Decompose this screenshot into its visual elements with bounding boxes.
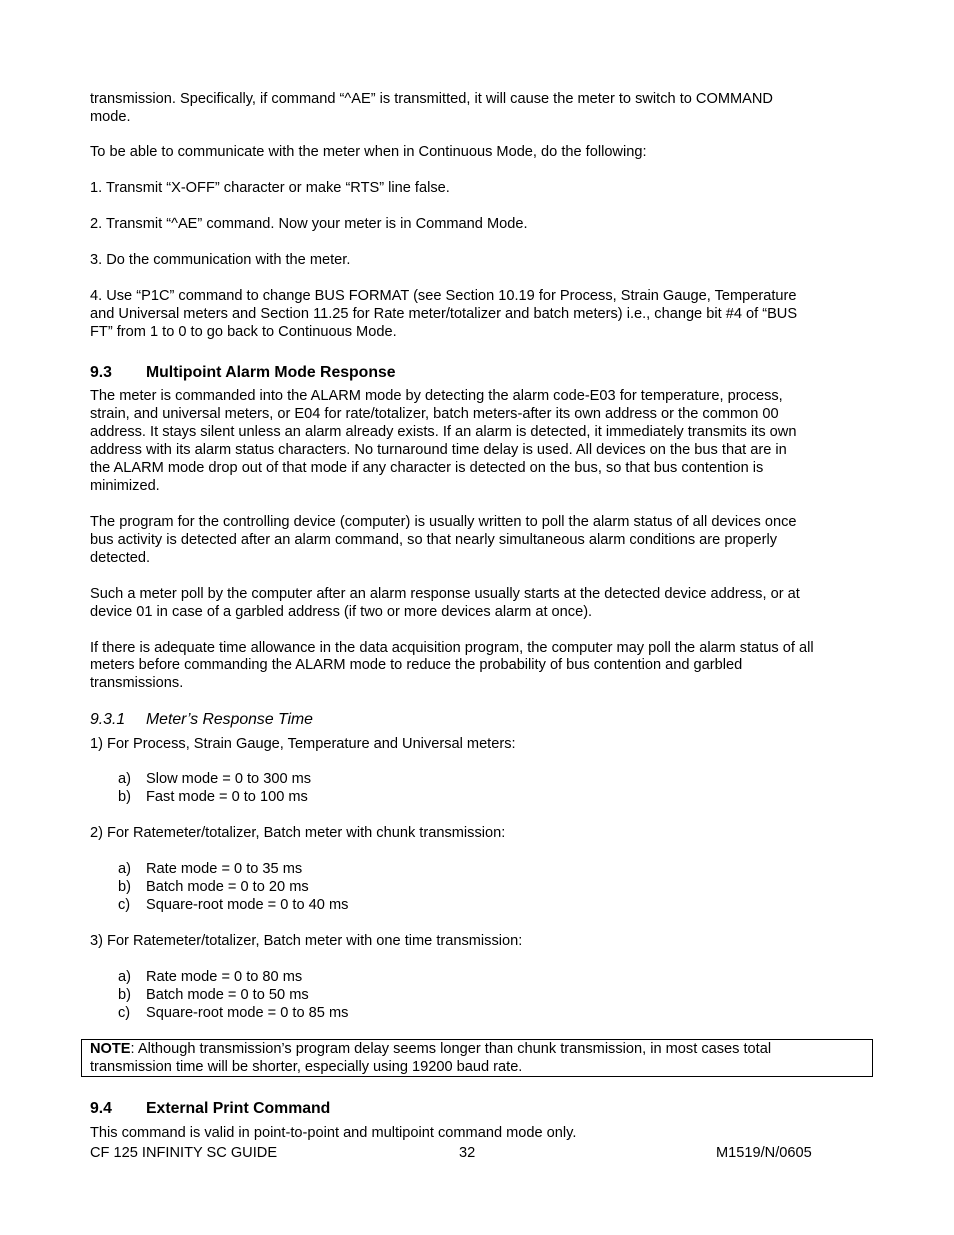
body-line: To be able to communicate with the meter when in Continuous Mode, do the following:	[90, 144, 647, 160]
list-item-text: Fast mode = 0 to 100 ms	[146, 789, 308, 805]
body-line: address with its alarm status characters. No turnaround time delay is used. All devices on the bus that are in	[90, 442, 787, 458]
list-item-label: a)	[118, 861, 131, 877]
body-line: transmission. Specifically, if command “^AE” is transmitted, it will cause the meter to switch to COMMAND	[90, 91, 773, 107]
section-number: 9.4	[90, 1100, 112, 1117]
document-code: M1519/N/0605	[716, 1145, 812, 1161]
body-line: address. It stays silent unless an alarm already exists. If an alarm is detected, it immediately transmits its own	[90, 424, 797, 440]
list-item-text: Rate mode = 0 to 80 ms	[146, 969, 303, 985]
list-item	[0, 788, 954, 806]
body-line: device 01 in case of a garbled address (if two or more devices alarm at once).	[90, 604, 593, 620]
list-item-text: Rate mode = 0 to 35 ms	[146, 861, 303, 877]
step-4-line: 4. Use “P1C” command to change BUS FORMAT (see Section 10.19 for Process, Strain Gauge, Temperature	[90, 288, 797, 304]
list-item-label: c)	[118, 897, 131, 913]
step-2: 2. Transmit “^AE” command. Now your meter is in Command Mode.	[90, 216, 528, 232]
list-item	[0, 1004, 954, 1022]
list-item-label: c)	[118, 1005, 131, 1021]
note-box	[81, 1039, 873, 1077]
list-item-text: Batch mode = 0 to 50 ms	[146, 987, 309, 1003]
list-item-label: b)	[118, 789, 131, 805]
list-item-text: Slow mode = 0 to 300 ms	[146, 771, 312, 787]
list-item	[0, 770, 954, 788]
subsection-title: Meter’s Response Time	[146, 711, 313, 728]
section-title: Multipoint Alarm Mode Response	[146, 364, 396, 381]
step-3: 3. Do the communication with the meter.	[90, 252, 351, 268]
list-item-label: b)	[118, 879, 131, 895]
list-item	[0, 968, 954, 986]
step-4-line: FT” from 1 to 0 to go back to Continuous Mode.	[90, 324, 397, 340]
list-item	[0, 860, 954, 878]
body-line: minimized.	[90, 478, 160, 494]
group-heading: 1) For Process, Strain Gauge, Temperature and Universal meters:	[90, 736, 516, 752]
page-number: 32	[459, 1145, 476, 1161]
body-line: transmissions.	[90, 675, 184, 691]
body-line: Such a meter poll by the computer after an alarm response usually starts at the detected device address, or at	[90, 586, 800, 602]
body-line: The program for the controlling device (computer) is usually written to poll the alarm status of all devices once	[90, 514, 797, 530]
note-text: : Although transmission’s program delay seems longer than chunk transmission, in most cases total	[130, 1041, 772, 1057]
list-item	[0, 896, 954, 914]
footer-title: CF 125 INFINITY SC GUIDE	[90, 1145, 278, 1161]
group-heading: 3) For Ratemeter/totalizer, Batch meter with one time transmission:	[90, 933, 523, 949]
list-item-label: a)	[118, 771, 131, 787]
section-title: External Print Command	[146, 1100, 331, 1117]
body-line: mode.	[90, 109, 131, 125]
body-line: meters before commanding the ALARM mode to reduce the probability of bus contention and garbled	[90, 657, 743, 673]
group-heading: 2) For Ratemeter/totalizer, Batch meter with chunk transmission:	[90, 825, 506, 841]
list-item-text: Batch mode = 0 to 20 ms	[146, 879, 309, 895]
body-line: bus activity is detected after an alarm command, so that nearly simultaneous alarm conditions are properly	[90, 532, 778, 548]
body-line: strain, and universal meters, or E04 for rate/totalizer, batch meters-after its own address or the common 00	[90, 406, 779, 422]
note-line: transmission time will be shorter, especially using 19200 baud rate.	[90, 1059, 523, 1075]
body-line: The meter is commanded into the ALARM mode by detecting the alarm code-E03 for temperature, process,	[90, 388, 783, 404]
body-line: This command is valid in point-to-point and multipoint command mode only.	[90, 1125, 577, 1141]
list-item-text: Square-root mode = 0 to 85 ms	[146, 1005, 349, 1021]
list-item-label: b)	[118, 987, 131, 1003]
subsection-number: 9.3.1	[90, 711, 126, 728]
list-item-text: Square-root mode = 0 to 40 ms	[146, 897, 349, 913]
list-item	[0, 986, 954, 1004]
body-line: If there is adequate time allowance in the data acquisition program, the computer may poll the alarm status of all	[90, 640, 814, 656]
body-line: detected.	[90, 550, 151, 566]
step-4-line: and Universal meters and Section 11.25 for Rate meter/totalizer and batch meters) i.e., change bit #4 of “BUS	[90, 306, 798, 322]
step-1: 1. Transmit “X-OFF” character or make “RTS” line false.	[90, 180, 450, 196]
section-number: 9.3	[90, 364, 112, 381]
body-line: the ALARM mode drop out of that mode if any character is detected on the bus, so that bus contention is	[90, 460, 764, 476]
list-item-label: a)	[118, 969, 131, 985]
note-line	[90, 1040, 771, 1058]
list-item	[0, 878, 954, 896]
note-label: NOTE	[90, 1041, 131, 1057]
